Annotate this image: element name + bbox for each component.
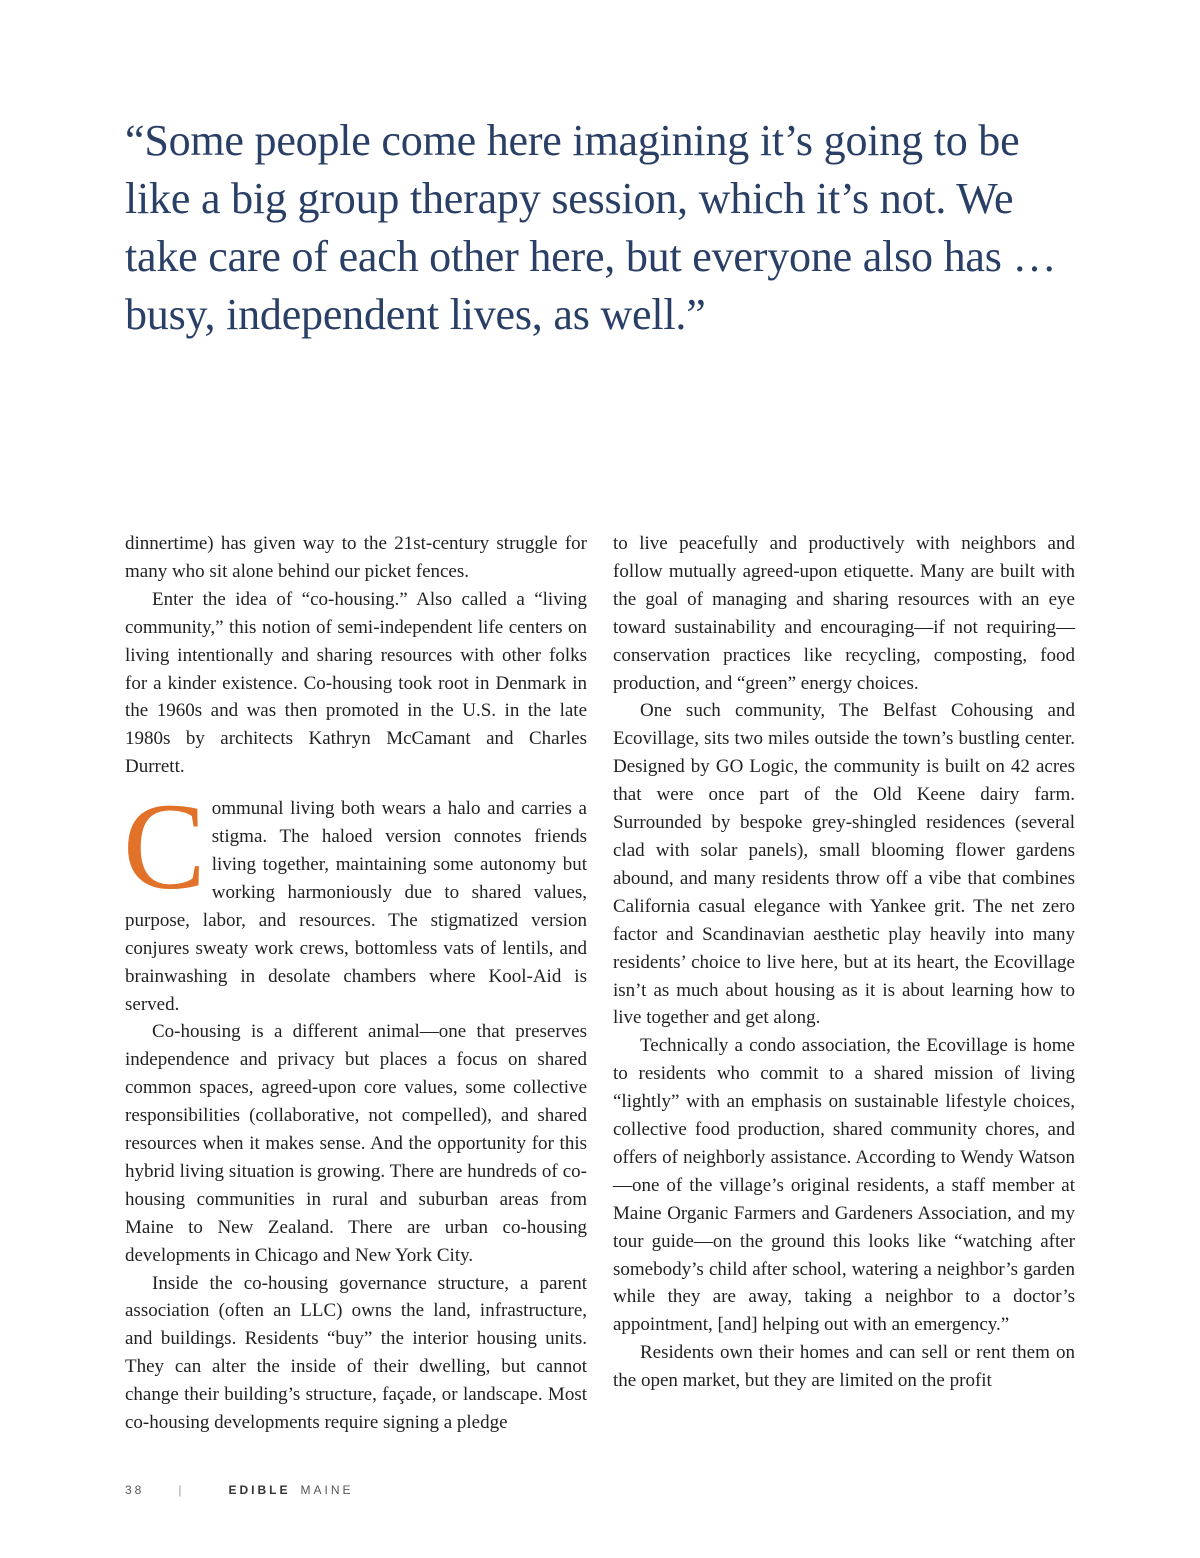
paragraph-text: ommunal living both wears a halo and carries a stigma. The haloed version connotes friends living together, maintaining some autonomy but working harmoniously due to shared values, purpose, labor, and resources. The stigmatized version conjures sweaty work crews, bottomless vats of lentils, and brainwashing in desolate chambers where Kool-Aid is served. — [125, 798, 587, 1015]
paragraph: Enter the idea of “co-housing.” Also called a “living community,” this notion of semi-independent life centers on living intentionally and sharing resources with other folks for a kinder existence. Co-housing took root in Denmark in the 1960s and was then promoted in the U.S. in the late 1980s by architects Kathryn McCamant and Charles Durrett. — [125, 588, 587, 778]
section-paragraph — [123, 778, 587, 1018]
paragraph: Inside the co-housing governance structure, a parent association (often an LLC) owns the land, infrastructure, and buildings. Residents “buy” the interior housing units. They can alter the inside of their dwelling, but cannot change their building’s structure, façade, or landscape. Most co-housing developments require signing a pledge — [125, 1272, 587, 1434]
paragraph: Technically a condo association, the Ecovillage is home to residents who commit to a shared mission of living “lightly” with an emphasis on sustainable lifestyle choices, collective food production, shared community chores, and offers of neighborly assistance. According to Wendy Watson—one of the village’s original residents, a staff member at Maine Organic Farmers and Gardeners Association, and my tour guide—on the ground this looks like “watching after somebody’s child after school, watering a neighbor’s garden while they are away, taking a neighbor to a doctor’s appointment, [and] helping out with an emergency.” — [613, 1035, 1075, 1336]
article-column-left — [125, 530, 587, 1437]
drop-cap: C — [123, 778, 206, 916]
page-footer — [125, 1483, 354, 1497]
magazine-name-bold: EDIBLE — [228, 1483, 291, 1497]
article-column-right — [613, 530, 1075, 1395]
paragraph: Co-housing is a different animal—one that preserves independence and privacy but places a focus on shared common spaces, agreed-upon core values, some collective responsibilities (collaborative, not compelled), and shared resources when it makes sense. And the opportunity for this hybrid living situation is growing. There are hundreds of co-housing communities in rural and suburban areas from Maine to New Zealand. There are urban co-housing developments in Chicago and New York City. — [125, 1021, 587, 1266]
paragraph: to live peacefully and productively with neighbors and follow mutually agreed-upon etiquette. Many are built with the goal of managing and sharing resources with an eye toward sustainability and encouraging—if not requiring—conservation practices like recycling, composting, food production, and “green” energy choices. — [613, 533, 1075, 694]
magazine-name-light: MAINE — [300, 1483, 354, 1497]
footer-divider: | — [178, 1483, 185, 1497]
paragraph: Residents own their homes and can sell or rent them on the open market, but they are limited on the profit — [613, 1342, 1075, 1392]
paragraph: One such community, The Belfast Cohousing and Ecovillage, sits two miles outside the town’s bustling center. Designed by GO Logic, the community is built on 42 acres that were once part of the Old Keene dairy farm. Surrounded by bespoke grey-shingled residences (several clad with solar panels), small blooming flower gardens abound, and many residents throw off a vibe that combines California casual elegance with Yankee grit. The net zero factor and Scandinavian aesthetic play heavily into many residents’ choice to live here, but at its heart, the Ecovillage isn’t as much about housing as it is about learning how to live together and get along. — [613, 700, 1075, 1029]
page-number: 38 — [125, 1483, 145, 1497]
pull-quote: “Some people come here imagining it’s going to be like a big group therapy session, which it’s not. We take care of each other here, but everyone also has … busy, independent lives, as well.” — [125, 116, 1057, 339]
paragraph: dinnertime) has given way to the 21st-century struggle for many who sit alone behind our picket fences. — [125, 533, 587, 582]
